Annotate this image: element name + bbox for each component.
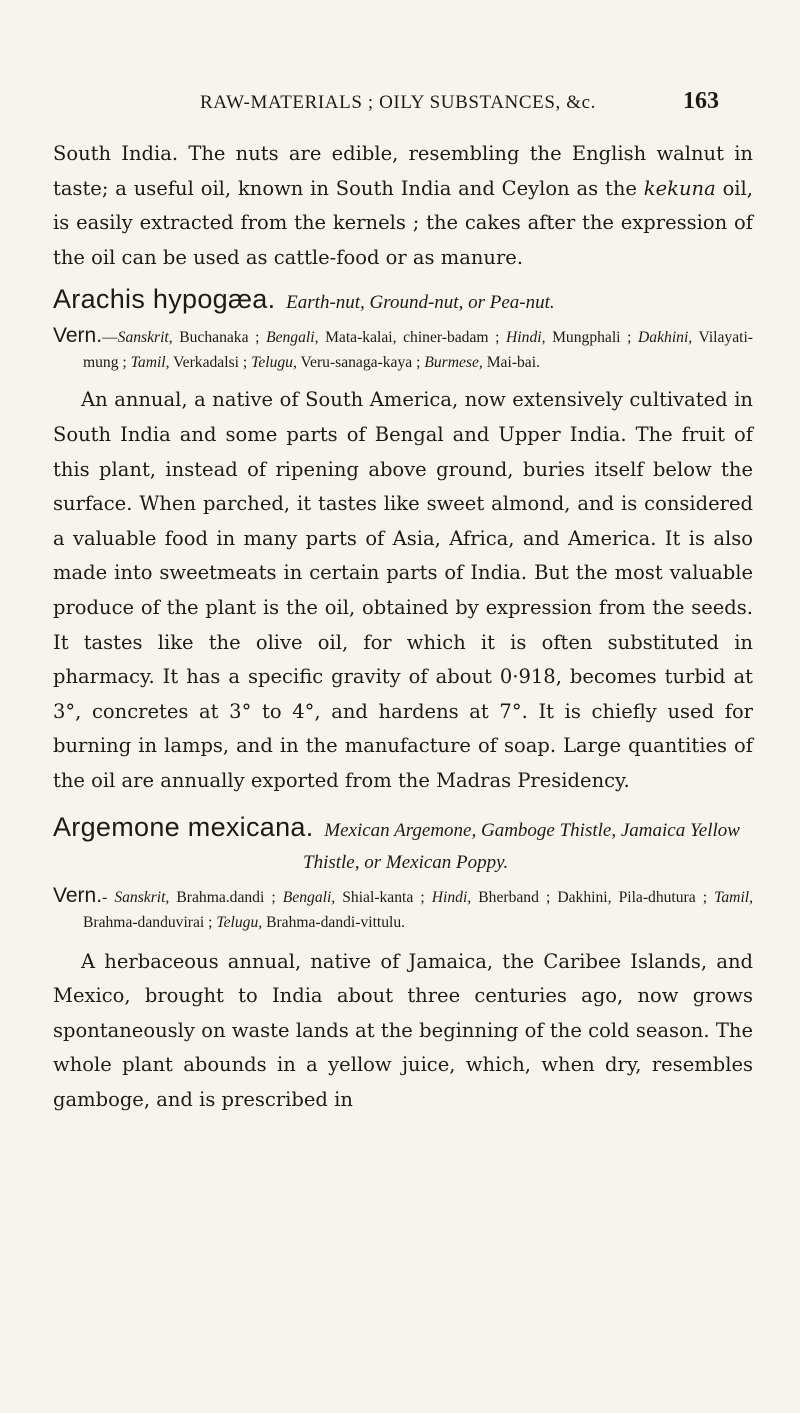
vern-names: Brahma-dandi-vittulu. — [262, 913, 406, 931]
vern-names: Shial-kanta ; — [335, 888, 432, 906]
vern-names: Vilayati-mung ; — [83, 329, 753, 372]
entry-body: An annual, a native of South America, now extensively cultivated in South India and some parts of Bengal and Upper India. The fruit of this plant, instead of ripening above ground, buries itself below the surface. When parched, it tastes like sweet almond, and is considered a valuable food in many parts of Asia, Africa, and America. It is also made into sweetmeats in certain parts of India. But the most valuable produce of the plant is the oil, obtained by expression from the seeds. It tastes like the olive oil, for which it is often substituted in pharmacy. It has a specific gravity of about 0·918, becomes turbid at 3°, concretes at 3° to 4°, and hardens at 7°. It is chiefly used for burning in lamps, and in the manufacture of soap. Large quantities of the oil are annually exported from the Madras Presidency. — [53, 388, 753, 792]
vern-language: Bengali, — [266, 329, 319, 347]
vern-language: Telugu, — [216, 913, 263, 931]
vern-names: Brahma-danduvirai ; — [83, 913, 217, 931]
vern-language: Tamil, — [714, 888, 754, 906]
page-content — [53, 137, 753, 1117]
vern-names: Verkadalsi ; — [169, 354, 252, 372]
common-names: Mexican Argemone, Gamboge Thistle, Jamaica Yellow Thistle, or Mexican Poppy. — [303, 819, 740, 873]
vern-language: Hindi, — [431, 888, 472, 906]
vern-language: Sanskrit, — [114, 888, 170, 906]
vern-language: Dakhini, — [638, 329, 693, 347]
intro-paragraph — [53, 137, 753, 275]
intro-text-start: South India. The nuts are edible, resembling the English walnut in taste; a useful oil, known in South India and Ceylon as the — [53, 142, 753, 200]
vern-language: Sanskrit, — [117, 329, 173, 347]
vern-sep: - — [102, 888, 115, 906]
vern-names: Mungphali ; — [545, 329, 639, 347]
vern-names: Buchanaka ; — [172, 329, 267, 347]
vern-sep: — — [102, 329, 118, 347]
entry-heading — [53, 811, 753, 879]
intro-italic-term: kekuna — [643, 176, 716, 200]
intro-text-end: oil, is easily extracted from the kernels ; the cakes after the expression of the oil can be used as cattle-food or as manure. — [53, 176, 753, 269]
entry-arachis — [53, 283, 753, 798]
common-names: Earth-nut, Ground-nut, or Pea-nut. — [286, 292, 555, 314]
page-header — [0, 88, 800, 122]
vern-language: Burmese, — [424, 354, 483, 372]
entry-argemone — [53, 811, 753, 1118]
vern-language: Bengali, — [282, 888, 336, 906]
vern-language: Tamil, — [130, 354, 170, 372]
entry-heading — [53, 283, 753, 319]
vern-language: Telugu, — [251, 354, 297, 372]
running-head: RAW-MATERIALS ; OILY SUBSTANCES, &c. — [200, 92, 596, 113]
vern-names: Veru-sanaga-kaya ; — [296, 354, 425, 372]
vern-label: Vern. — [53, 324, 103, 348]
latin-name: Arachis hypogæa. — [53, 284, 276, 315]
vern-names: Bherband ; Dakhini, Pila-dhutura ; — [471, 888, 715, 906]
page-number: 163 — [683, 88, 719, 114]
vern-names: Brahma.dandi ; — [169, 888, 283, 906]
latin-name: Argemone mexicana. — [53, 811, 314, 842]
vernacular-names — [53, 883, 753, 935]
vern-names: Mai-bai. — [482, 354, 540, 372]
vernacular-names — [53, 323, 753, 375]
vern-label: Vern. — [53, 883, 103, 907]
vern-language: Hindi, — [506, 329, 546, 347]
entry-body: A herbaceous annual, native of Jamaica, the Caribee Islands, and Mexico, brought to India about three centuries ago, now grows spontaneously on waste lands at the beginning of the cold season. The whole plant abounds in a yellow juice, which, when dry, resembles gamboge, and is prescribed in — [53, 949, 753, 1111]
vern-names: Mata-kalai, chiner-badam ; — [318, 329, 507, 347]
